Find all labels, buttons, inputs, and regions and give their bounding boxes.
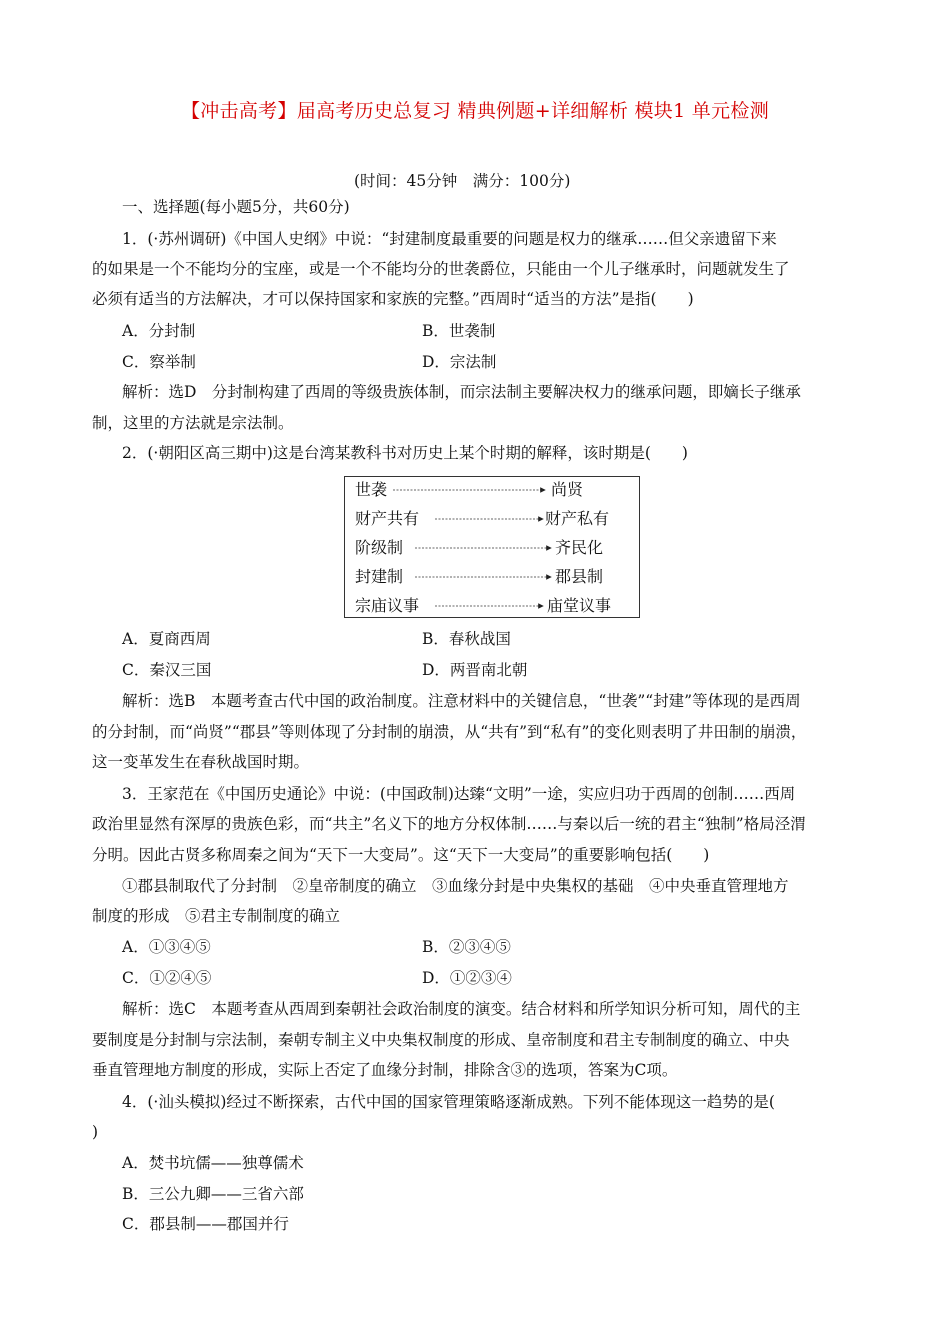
page-title: 【冲击高考】届高考历史总复习 精典例题+详细解析 模块1 单元检测	[180, 100, 770, 122]
q2-option-a: A．夏商西周	[122, 630, 211, 648]
q2-option-c: C．秦汉三国	[122, 661, 212, 679]
figure-left-1: 世袭	[355, 480, 388, 499]
q3-option-a: A．①③④⑤	[122, 938, 211, 956]
q3-option-c: C．①②④⑤	[122, 969, 212, 987]
q1-answer-line-2: 制，这里的方法就是宗法制。	[92, 414, 294, 432]
q3-answer-line-2: 要制度是分封制与宗法制，秦朝专制主义中央集权制度的形成、皇帝制度和君主专制制度的确立、中央	[92, 1031, 790, 1049]
q4-option-b: B．三公九卿——三省六部	[122, 1185, 304, 1203]
q3-answer-line-1: 解析：选C 本题考查从西周到秦朝社会政治制度的演变。结合材料和所学知识分析可知，周代的主	[122, 1000, 801, 1018]
q1-stem-line-3: 必须有适当的方法解决，才可以保持国家和家族的完整。”西周时“适当的方法”是指( )	[92, 290, 694, 308]
q2-option-b: B．春秋战国	[422, 630, 511, 648]
q3-option-b: B．②③④⑤	[422, 938, 511, 956]
q2-answer-line-2: 的分封制，而“尚贤”“郡县”等则体现了分封制的崩溃，从“共有”到“私有”的变化则表明了井田制的崩溃，	[92, 723, 807, 741]
q3-option-d: D．①②③④	[422, 969, 512, 987]
q1-answer-line-1: 解析：选D 分封制构建了西周的等级贵族体制，而宗法制主要解决权力的继承问题，即嫡长子继承	[122, 383, 801, 401]
q1-stem-line-1: 1．(·苏州调研)《中国人史纲》中说：“封建制度最重要的问题是权力的继承……但父亲遗留下来	[122, 230, 777, 248]
q4-stem-line-2: )	[92, 1123, 99, 1141]
figure-right-2: 财产私有	[545, 509, 610, 528]
figure-right-1: 尚贤	[551, 480, 584, 499]
q1-option-d: D．宗法制	[422, 353, 497, 371]
figure-left-2: 财产共有	[355, 509, 420, 528]
figure-right-3: 齐民化	[555, 538, 604, 557]
q1-option-b: B．世袭制	[422, 322, 496, 340]
q2-answer-line-3: 这一变革发生在春秋战国时期。	[92, 753, 310, 771]
q1-stem-line-2: 的如果是一个不能均分的宝座，或是一个不能均分的世袭爵位，只能由一个儿子继承时，问题就发生了	[92, 260, 790, 278]
q2-option-d: D．两晋南北朝	[422, 661, 528, 679]
q4-option-a: A．焚书坑儒——独尊儒术	[122, 1154, 304, 1172]
q3-stem-line-2: 政治里显然有深厚的贵族色彩，而“共主”名义下的地方分权体制……与秦以后一统的君主“独制”格局泾渭	[92, 815, 806, 833]
q2-stem: 2．(·朝阳区高三期中)这是台湾某教科书对历史上某个时期的解释，该时期是( )	[122, 444, 688, 462]
q1-option-a: A．分封制	[122, 322, 196, 340]
q2-answer-line-1: 解析：选B 本题考查古代中国的政治制度。注意材料中的关键信息，“世袭”“封建”等体现的是西周	[122, 692, 801, 710]
q4-option-c: C．郡县制——郡国并行	[122, 1215, 289, 1233]
q3-stem-line-3: 分明。因此古贤多称周秦之间为“天下一大变局”。这“天下一大变局”的重要影响包括( )	[92, 846, 710, 864]
figure-left-5: 宗庙议事	[355, 596, 420, 615]
q3-statements-line-1: ①郡县制取代了分封制 ②皇帝制度的确立 ③血缘分封是中央集权的基础 ④中央垂直管理地方	[122, 877, 789, 895]
q1-option-c: C．察举制	[122, 353, 196, 371]
q2-figure-box	[344, 476, 640, 618]
figure-right-4: 郡县制	[555, 567, 604, 586]
q3-answer-line-3: 垂直管理地方制度的形成，实际上否定了血缘分封制，排除含③的选项，答案为C项。	[92, 1061, 678, 1079]
figure-left-4: 封建制	[355, 567, 404, 586]
time-info: (时间：45分钟 满分：100分)	[354, 172, 571, 190]
q3-statements-line-2: 制度的形成 ⑤君主专制制度的确立	[92, 907, 341, 925]
figure-left-3: 阶级制	[355, 538, 404, 557]
section-heading: 一、选择题(每小题5分，共60分)	[122, 198, 350, 216]
q4-stem-line-1: 4．(·汕头模拟)经过不断探索，古代中国的国家管理策略逐渐成熟。下列不能体现这一趋势的是(	[122, 1093, 775, 1111]
q3-stem-line-1: 3．王家范在《中国历史通论》中说：(中国政制)达臻“文明”一途，实应归功于西周的创制……西周	[122, 785, 796, 803]
figure-right-5: 庙堂议事	[547, 596, 612, 615]
